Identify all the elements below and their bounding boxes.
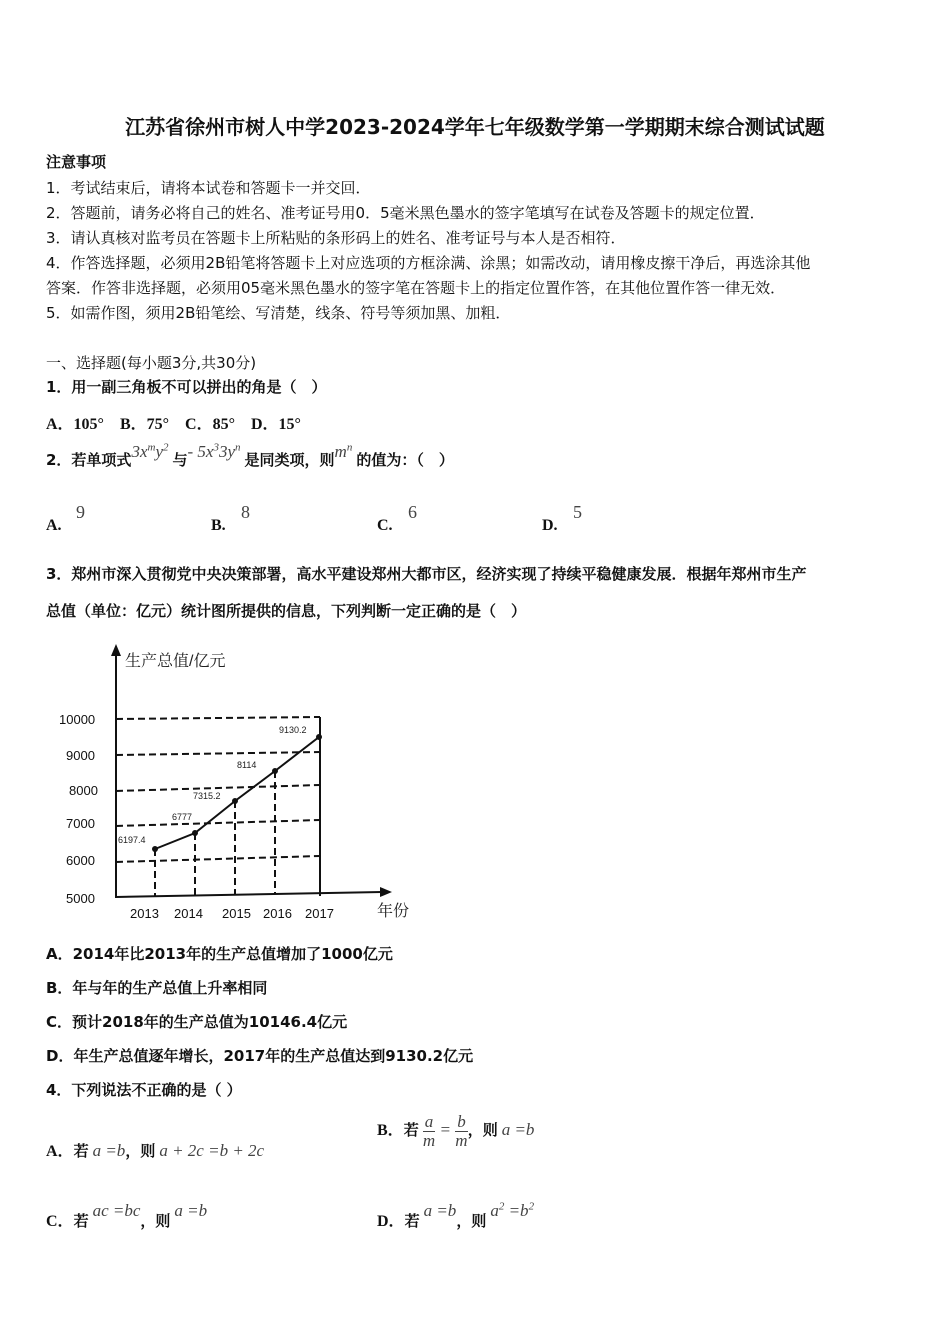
notice-item: 1．考试结束后，请将本试卷和答题卡一并交回． — [46, 179, 371, 197]
question-3-option-d: D．年生产总值逐年增长，2017年的生产总值达到9130.2亿元 — [46, 1047, 474, 1065]
question-3-option-a: A．2014年比2013年的生产总值增加了1000亿元 — [46, 945, 393, 963]
question-4-option-c: C．若 ac =bc，则 a =b — [46, 1201, 208, 1230]
notice-item: 4．作答选择题，必须用2B铅笔将答题卡上对应选项的方框涂满、涂黑；如需改动，请用橡皮擦干净后，再选涂其他 — [46, 254, 811, 272]
option-c-label: C. — [377, 517, 393, 534]
question-3-option-c: C．预计2018年的生产总值为10146.4亿元 — [46, 1013, 348, 1031]
option-a-label: A. — [46, 517, 62, 534]
data-label: 6197.4 — [118, 835, 146, 845]
question-1-stem: 1．用一副三角板不可以拼出的角是（ ） — [46, 378, 327, 396]
option-b-value: 8 — [241, 502, 250, 522]
x-tick: 2015 — [222, 906, 251, 921]
question-3-stem-line1: 3．郑州市深入贯彻党中央决策部署，高水平建设郑州大都市区，经济实现了持续平稳健康发展．根据年郑州市生产 — [46, 565, 807, 583]
x-tick: 2013 — [130, 906, 159, 921]
notice-item: 答案．作答非选择题，必须用05毫米黑色墨水的签字笔在答题卡上的指定位置作答，在其他位置作答一律无效． — [46, 279, 786, 297]
notice-heading: 注意事项 — [46, 153, 107, 171]
question-4-option-b: B．若 $\frac{a}{m}$ = $\frac{b}{m}$ ，则 a =b — [377, 1112, 535, 1150]
notice-item: 3．请认真核对监考员在答题卡上所粘贴的条形码上的姓名、准考证号与本人是否相符． — [46, 229, 626, 247]
gdp-line-chart — [50, 640, 420, 930]
question-4-option-d: D．若 a =b，则 $a^2 =b^2$ — [377, 1200, 535, 1230]
y-tick: 10000 — [59, 712, 96, 727]
question-4-stem: 4．下列说法不正确的是（ ） — [46, 1081, 242, 1099]
power-expression: $m^n$ — [334, 441, 353, 461]
section-heading: 一、选择题(每小题3分,共30分) — [46, 354, 257, 372]
x-tick: 2014 — [174, 906, 203, 921]
question-2-stem: 2．若单项式$3x^my^2$与- $5x^33y^n$是同类项，则$m^n$的值为：（ ） — [46, 441, 454, 469]
option-d-label: D. — [542, 517, 558, 534]
question-3-stem-line2: 总值（单位：亿元）统计图所提供的信息，下列判断一定正确的是（ ） — [46, 602, 527, 620]
y-tick: 9000 — [66, 748, 95, 763]
y-axis-label: 生产总值/亿元 — [125, 653, 226, 670]
question-1-options: A．105° B．75° C．85° D．15° — [46, 416, 301, 433]
option-a-value: 9 — [76, 502, 85, 522]
page-title: 江苏省徐州市树人中学2023-2024学年七年级数学第一学期期末综合测试试题 — [125, 115, 825, 139]
x-tick: 2016 — [263, 906, 292, 921]
notice-item: 5．如需作图，须用2B铅笔绘、写清楚，线条、符号等须加黑、加粗． — [46, 304, 511, 322]
data-label: 8114 — [237, 760, 257, 770]
data-label: 9130.2 — [279, 725, 307, 735]
y-tick: 7000 — [66, 816, 95, 831]
data-label: 6777 — [172, 812, 193, 822]
y-tick: 8000 — [69, 783, 98, 798]
monomial-1: $3x^my^2$ — [131, 441, 169, 461]
option-b-label: B. — [211, 517, 226, 534]
monomial-2: - $5x^33y^n$ — [187, 441, 241, 461]
x-axis-label: 年份 — [377, 903, 410, 920]
question-3-option-b: B．年与年的生产总值上升率相同 — [46, 979, 268, 997]
question-4-option-a: A．若 a =b，则 a + 2c =b + 2c — [46, 1141, 265, 1160]
y-tick: 5000 — [66, 891, 95, 906]
y-tick: 6000 — [66, 853, 95, 868]
option-c-value: 6 — [408, 502, 417, 522]
data-label: 7315.2 — [193, 791, 221, 801]
notice-item: 2．答题前，请务必将自己的姓名、准考证号用0．5毫米黑色墨水的签字笔填写在试卷及答题卡的规定位置． — [46, 204, 765, 222]
option-d-value: 5 — [573, 502, 582, 522]
x-tick: 2017 — [305, 906, 334, 921]
